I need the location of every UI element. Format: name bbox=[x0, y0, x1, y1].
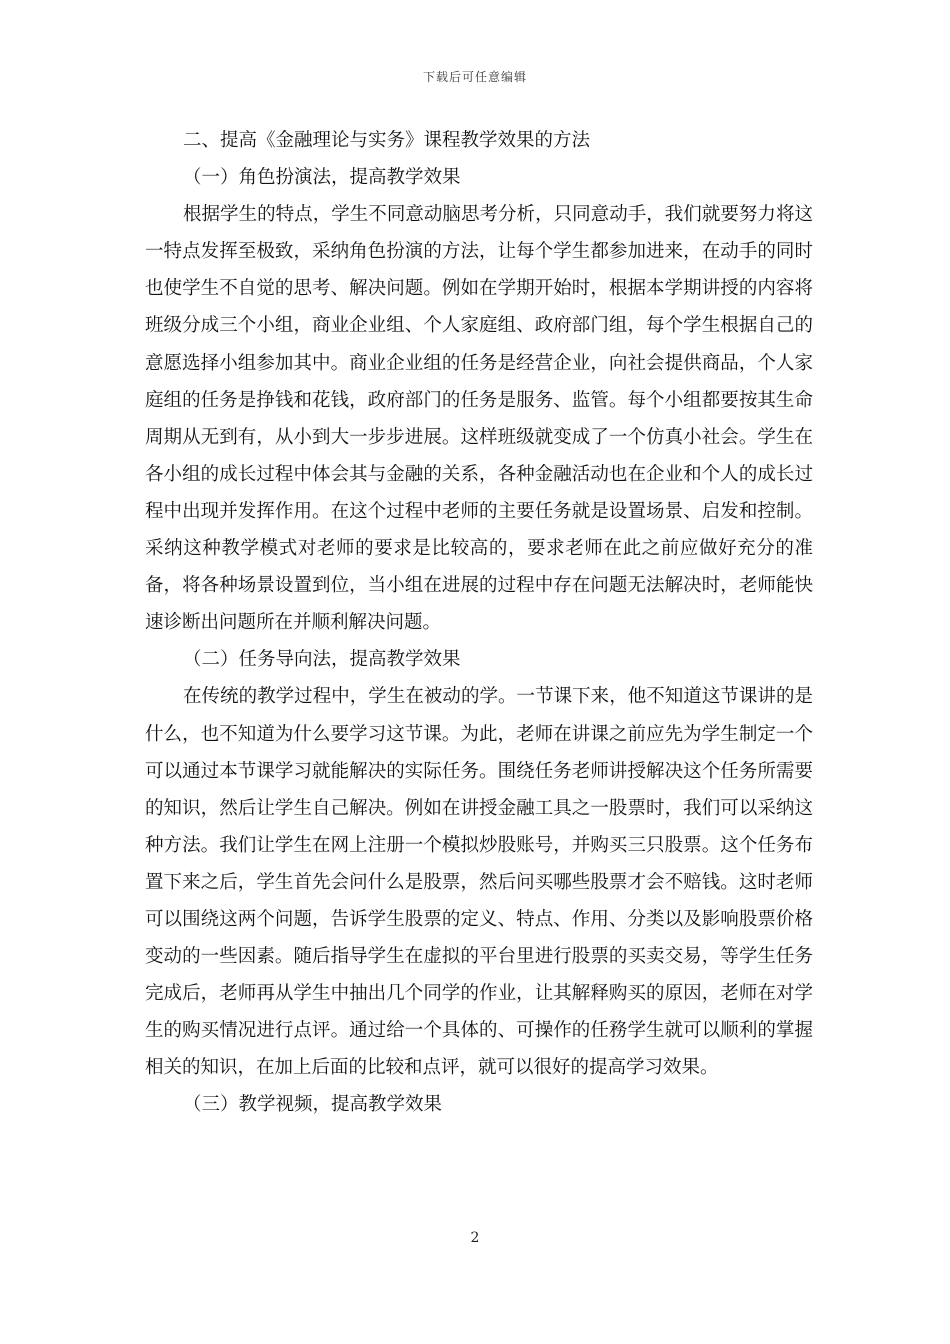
page-number: 2 bbox=[470, 1230, 480, 1246]
subsection-heading-3: （三）教学视频，提高教学效果 bbox=[183, 1094, 443, 1116]
page-body bbox=[145, 122, 813, 1124]
subsection-heading-2: （二）任务导向法，提高教学效果 bbox=[183, 649, 461, 671]
subsection-paragraph-1: 根据学生的特点，学生不同意动脑思考分析，只同意动手，我们就要努力将这一特点发挥至极致，采纳角色扮演的方法，让每个学生都参加进来，在动手的同时也使学生不自觉的思考、解决问题。例如在学期开始时，根据本学期讲授的内容将班级分成三个小组，商业企业组、个人家庭组、政府部门组，每个学生根据自己的意愿选择小组参加其中。商业企业组的任务是经营企业，向社会提供商品，个人家庭组的任务是挣钱和花钱，政府部门的任务是服务、监管。每个小组都要按其生命周期从无到有，从小到大一步步进展。这样班级就变成了一个仿真小社会。学生在各小组的成长过程中体会其与金融的关系，各种金融活动也在企业和个人的成长过程中出现并发挥作用。在这个过程中老师的主要任务就是设置场景、启发和控制。采纳这种教学模式对老师的要求是比较高的，要求老师在此之前应做好充分的准备，将各种场景设置到位，当小组在进展的过程中存在问题无法解决时，老师能快速诊断出问题所在并顺利解决问题。 bbox=[145, 204, 813, 634]
section-title: 二、提高《金融理论与实务》课程教学效果的方法 bbox=[183, 130, 591, 151]
subsection-paragraph-2: 在传统的教学过程中，学生在被动的学。一节课下来，他不知道这节课讲的是什么，也不知道为什么要学习这节课。为此，老师在讲课之前应先为学生制定一个可以通过本节课学习就能解决的实际任务。围绕任务老师讲授解决这个任务所需要的知识，然后让学生自己解决。例如在讲授金融工具之一股票时，我们可以采纳这种方法。我们让学生在网上注册一个模拟炒股账号，并购买三只股票。这个任务布置下来之后，学生首先会问什么是股票，然后问买哪些股票才会不赔钱。这时老师可以围绕这两个问题，告诉学生股票的定义、特点、作用、分类以及影响股票价格变动的一些因素。随后指导学生在虚拟的平台里进行股票的买卖交易，等学生任务完成后，老师再从学生中抽出几个同学的作业，让其解释购买的原因，老师在对学生的购买情况进行点评。通过给一个具体的、可操作的任務学生就可以顺利的掌握相关的知识，在加上后面的比较和点评，就可以很好的提高学习效果。 bbox=[145, 686, 813, 1079]
subsection-heading-1: （一）角色扮演法，提高教学效果 bbox=[183, 167, 461, 189]
page-header: 下载后可任意编辑 bbox=[422, 70, 527, 84]
